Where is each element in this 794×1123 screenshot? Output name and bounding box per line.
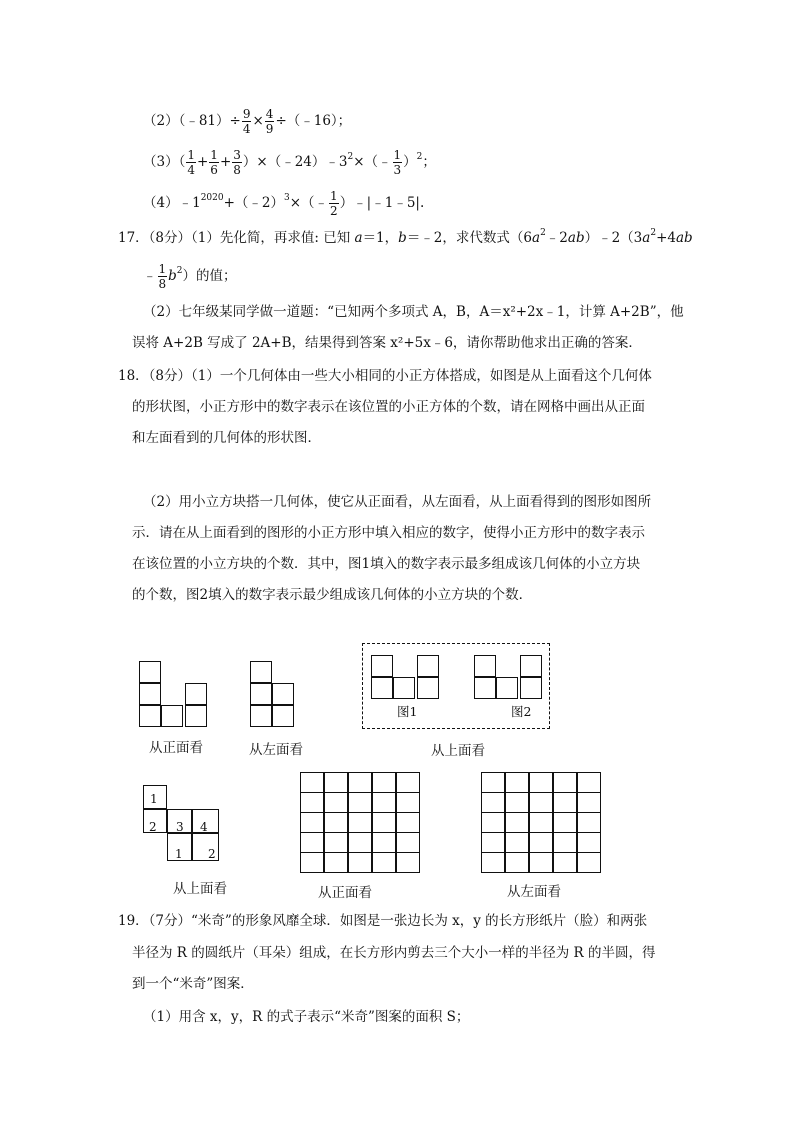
fraction: $\frac{1}{3}$ <box>393 148 402 177</box>
q17-line4: 误将 A+2B 写成了 2A+B，结果得到答案 x²+5x﹣6，请你帮助他求出正确的答案． <box>132 335 642 351</box>
q18-line1: 18．（8分）（1）一个几何体由一些大小相同的小正方体搭成，如图是从上面看这个几何体 <box>118 368 652 384</box>
grid-cell[interactable] <box>372 812 396 833</box>
fraction: $\frac{4}{9}$ <box>265 107 274 136</box>
grid-cell[interactable] <box>324 792 348 813</box>
fraction: $\frac{1}{2}$ <box>330 189 338 218</box>
grid-cell[interactable] <box>372 772 396 793</box>
q16-part2: （2）（﹣81）÷ $\frac{9}{4}$ × $\frac{4}{9}$ ÷（﹣16）； <box>143 107 352 136</box>
grid-cell[interactable] <box>505 772 529 793</box>
grid-cell[interactable] <box>348 832 372 853</box>
left-view-caption: 从左面看 <box>249 742 303 758</box>
grid-cell[interactable] <box>529 792 553 813</box>
cell-number: 2 <box>208 847 216 861</box>
grid-cell[interactable] <box>396 792 420 813</box>
grid-cell[interactable] <box>529 812 553 833</box>
q18-line3: 和左面看到的几何体的形状图． <box>132 430 321 446</box>
grid-cell[interactable] <box>481 812 505 833</box>
grid-cell[interactable] <box>396 832 420 853</box>
grid-cell[interactable] <box>396 852 420 873</box>
fig2-caption: 图2 <box>511 704 532 719</box>
grid-cell[interactable] <box>481 792 505 813</box>
grid-cell[interactable] <box>372 832 396 853</box>
q18-line5: 示．请在从上面看到的图形的小正方形中填入相应的数字，使得小正方形中的数字表示 <box>132 525 645 541</box>
grid-cell[interactable] <box>348 792 372 813</box>
grid-cell[interactable] <box>577 832 601 853</box>
q18-line2: 的形状图，小正方形中的数字表示在该位置的小正方体的个数，请在网格中画出从正面 <box>132 399 645 415</box>
grid-cell[interactable] <box>300 792 324 813</box>
grid-cell[interactable] <box>505 812 529 833</box>
grid-cell[interactable] <box>529 832 553 853</box>
grid-cell[interactable] <box>324 852 348 873</box>
grid-cell[interactable] <box>577 772 601 793</box>
grid-cell[interactable] <box>481 832 505 853</box>
cell-number: 3 <box>176 820 184 834</box>
grid-cell[interactable] <box>372 792 396 813</box>
grid-cell[interactable] <box>300 852 324 873</box>
grid-cell[interactable] <box>300 832 324 853</box>
grid-cell[interactable] <box>324 772 348 793</box>
q19-line3: 到一个“米奇”图案． <box>132 976 254 992</box>
front-view-caption: 从正面看 <box>149 740 203 756</box>
top-view-caption-2: 从上面看 <box>173 881 227 897</box>
cell-number: 1 <box>175 847 183 861</box>
grid-cell[interactable] <box>553 812 577 833</box>
grid-cell[interactable] <box>505 792 529 813</box>
grid-cell[interactable] <box>505 832 529 853</box>
fraction: $\frac{9}{4}$ <box>242 107 251 136</box>
cell-number: 1 <box>150 792 158 806</box>
grid-cell[interactable] <box>529 852 553 873</box>
grid-cell[interactable] <box>372 852 396 873</box>
q18-line6: 在该位置的小立方块的个数．其中，图1填入的数字表示最多组成该几何体的小立方块 <box>132 556 641 572</box>
grid-cell[interactable] <box>324 832 348 853</box>
grid-cell[interactable] <box>396 812 420 833</box>
q18-line4: （2）用小立方块搭一几何体，使它从正面看，从左面看，从上面看得到的图形如图所 <box>143 494 652 510</box>
grid-cell[interactable] <box>300 772 324 793</box>
q17-line2: ﹣ $\frac{1}{8}$ $b^2$）的值； <box>143 262 237 291</box>
grid-cell[interactable] <box>481 772 505 793</box>
grid-cell[interactable] <box>324 812 348 833</box>
grid-cell[interactable] <box>553 832 577 853</box>
fraction: $\frac{1}{4}$ <box>187 148 195 177</box>
fraction: $\frac{1}{8}$ <box>158 262 167 291</box>
q17-line1: 17．（8分）（1）先化简，再求值: 已知 a＝1，b＝﹣2，求代数式$(6a^2﹣2ab)﹣2(3a^2+4ab$ <box>118 228 693 246</box>
grid-cell[interactable] <box>577 792 601 813</box>
q16-part4: $(4)﹣1^{2020}+(﹣2)^3\times(﹣$ $\frac{1}{2}$ ）﹣|﹣1﹣5|. <box>143 189 425 218</box>
front-view-caption-2: 从正面看 <box>318 885 372 901</box>
fraction: $\frac{3}{8}$ <box>233 148 241 177</box>
grid-cell[interactable] <box>348 852 372 873</box>
fraction: $\frac{1}{6}$ <box>210 148 218 177</box>
left-view-answer-grid[interactable] <box>481 772 601 872</box>
grid-cell[interactable] <box>481 852 505 873</box>
grid-cell[interactable] <box>300 812 324 833</box>
q19-line2: 半径为 R 的圆纸片（耳朵）组成，在长方形内剪去三个大小一样的半径为 R 的半圆，得 <box>132 945 656 961</box>
cell-number: 2 <box>149 820 157 834</box>
q19-line4: （1）用含 x，y，R 的式子表示“米奇”图案的面积 S； <box>143 1009 470 1025</box>
grid-cell[interactable] <box>577 812 601 833</box>
front-view-answer-grid[interactable] <box>300 772 420 872</box>
grid-cell[interactable] <box>577 852 601 873</box>
top-view-caption: 从上面看 <box>431 743 485 759</box>
cell-number: 4 <box>200 820 208 834</box>
q18-line7: 的个数，图2填入的数字表示最少组成该几何体的小立方块的个数． <box>132 587 533 603</box>
left-view-caption-2: 从左面看 <box>507 884 561 900</box>
grid-cell[interactable] <box>348 812 372 833</box>
grid-cell[interactable] <box>553 852 577 873</box>
grid-cell[interactable] <box>505 852 529 873</box>
grid-cell[interactable] <box>529 772 553 793</box>
grid-cell[interactable] <box>348 772 372 793</box>
grid-cell[interactable] <box>396 772 420 793</box>
q17-line3: （2）七年级某同学做一道题：“已知两个多项式 A，B，A＝x²+2x﹣1，计算 A+2B”，他 <box>143 304 684 320</box>
grid-cell[interactable] <box>553 772 577 793</box>
q16-part3: （3）（ $\frac{1}{4}$ + $\frac{1}{6}$ + $\frac{3}{8}$ ）$\times(﹣24)﹣3^2\times(﹣$ $\frac{1}{3}$ ）$^2$； <box>143 148 436 177</box>
q19-line1: 19．（7分）“米奇”的形象风靡全球．如图是一张边长为 x，y 的长方形纸片（脸）和两张 <box>118 913 648 929</box>
fig1-caption: 图1 <box>397 704 418 719</box>
grid-cell[interactable] <box>553 792 577 813</box>
